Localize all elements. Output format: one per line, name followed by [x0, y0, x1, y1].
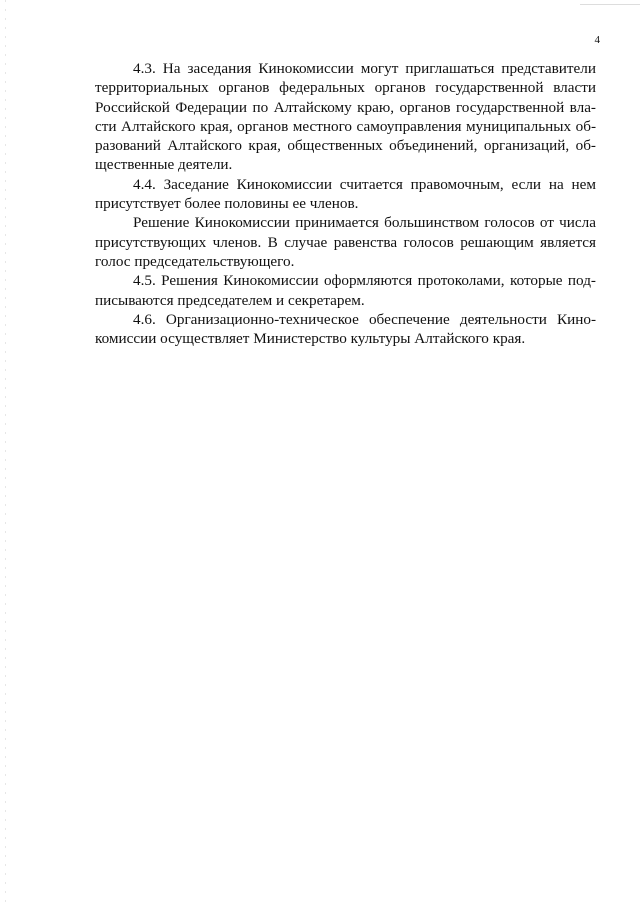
text-line: 4.5. Решения Кинокомиссии оформляются протоколами, которые под- [133, 272, 596, 290]
text-line: присутствует более половины ее членов. [95, 195, 359, 213]
paragraph-decision [95, 213, 596, 271]
paragraph-4-4 [95, 175, 596, 214]
text-line: Российской Федерации по Алтайскому краю, органов государственной вла- [95, 98, 596, 116]
text-line: 4.4. Заседание Кинокомиссии считается правомочным, если на нем [133, 175, 596, 193]
text-line: голос председательствующего. [95, 252, 295, 270]
text-line: сти Алтайского края, органов местного самоуправления муниципальных об- [95, 117, 596, 135]
scan-top-artifact [580, 4, 640, 5]
text-line: щественные деятели. [95, 156, 233, 174]
text-line: Решение Кинокомиссии принимается большинством голосов от числа [133, 214, 596, 232]
text-line: комиссии осуществляет Министерство культуры Алтайского края. [95, 330, 526, 348]
text-line: 4.3. На заседания Кинокомиссии могут приглашаться представители [133, 60, 596, 77]
document-body [95, 59, 596, 348]
text-line: 4.6. Организационно-техническое обеспечение деятельности Кино- [133, 310, 596, 328]
paragraph-4-3 [95, 59, 596, 175]
scan-edge-artifact [5, 0, 6, 902]
text-line: разований Алтайского края, общественных объединений, организаций, об- [95, 137, 596, 155]
text-line: территориальных органов федеральных органов государственной власти [95, 79, 596, 97]
text-line: присутствующих членов. В случае равенства голосов решающим является [95, 233, 596, 251]
paragraph-4-6 [95, 310, 596, 349]
paragraph-4-5 [95, 271, 596, 310]
text-line: писываются председателем и секретарем. [95, 291, 365, 309]
page-number: 4 [594, 34, 600, 46]
